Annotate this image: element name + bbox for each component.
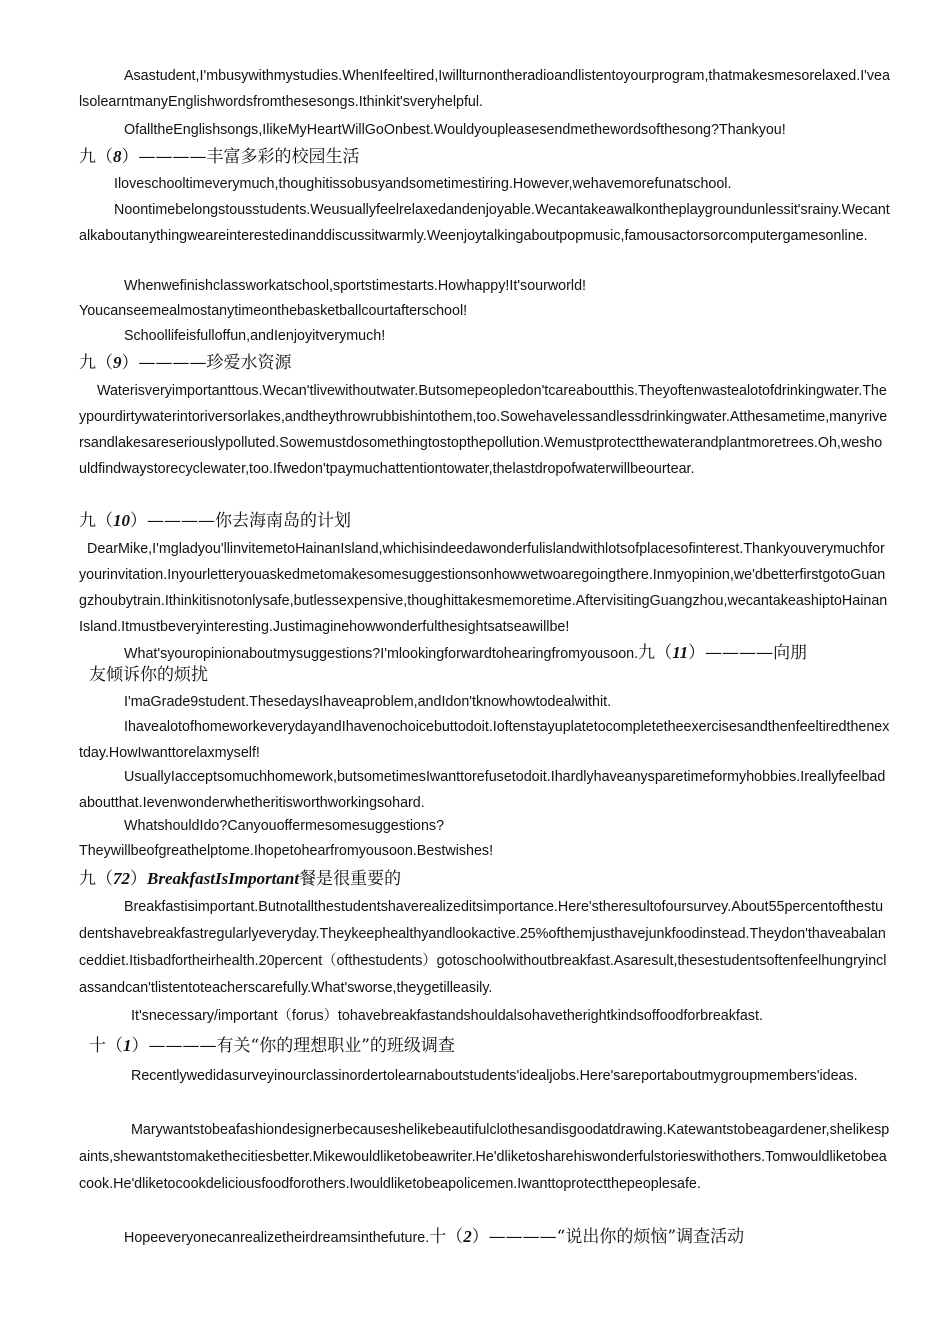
paragraph-dreams-with-heading: Hopeeveryonecanrealizetheirdreamsinthefuture.十（2）————“说出你的烦恼”调查活动	[124, 1227, 745, 1247]
section-heading-9-11: 九（11）————向朋	[638, 643, 808, 663]
paragraph-water: Waterisveryimportanttous.Wecan'tlivewithoutwater.Butsomepeopledon'tcareaboutthis.Theyoftenwastealotofdrinkingwater.Theypourdirtywaterintoriversorlakes,andtheythrowrubbishintothem,too.Sowehavelessandlessdrinkingwater.Atthesametime,manyriversandlakesareseriouslypolluted.Sowemustdosomethingtostopthepollution.Wemustprotectthewaterandplantmoretrees.Oh,weshouldfindwaystorecyclewater,too.Ifwedon'tpaymuchattentiontowater,thelastdropofwaterwillbeourtear.	[79, 383, 888, 477]
paragraph-ideal-jobs-survey: Recentlywedidasurveyinourclassinordertolearnaboutstudents'idealjobs.Here'sareportaboutmygroupmembers'ideas.	[131, 1068, 858, 1084]
paragraph-opinion-with-heading: What'syouropinionaboutmysuggestions?I'mlookingforwardtohearingfromyousoon.九（11）————向朋	[124, 643, 808, 663]
section-heading-10-1: 十（1）————有关“你的理想职业”的班级调查	[89, 1036, 455, 1056]
paragraph-breakfast-necessary: It'snecessary/important（forus）tohavebreakfastandshouldalsohavetherightkindsoffoodforbreakfast.	[131, 1008, 763, 1024]
paragraph-homework: IhavealotofhomeworkeverydayandIhavenochoicebuttodoit.Ioftenstayuplatetocompletetheexercisesandthenfeeltiredthenextday.HowIwanttorelaxmyself!	[79, 719, 890, 761]
section-heading-9-72: 九（72）BreakfastIsImportant餐是很重要的	[79, 869, 402, 889]
paragraph-best-wishes: Theywillbeofgreathelptome.Ihopetohearfromyousoon.Bestwishes!	[79, 843, 494, 859]
section-heading-10-2: 十（2）————“说出你的烦恼”调查活动	[429, 1227, 745, 1247]
section-heading-9-11-cont: 友倾诉你的烦扰	[89, 665, 208, 685]
paragraph-schooltime: Iloveschooltimeverymuch,thoughitissobusyandsometimestiring.However,wehavemorefunatschool.	[114, 176, 732, 192]
paragraph-radio-letter: Asastudent,I'mbusywithmystudies.WhenIfeeltired,Iwillturnontheradioandlistentoyourprogram,thatmakesmesorelaxed.I'vealsolearntmanyEnglishwordsfromthesesongs.Ithinkit'sveryhelpful.	[79, 68, 890, 110]
section-heading-9-8: 九（8）————丰富多彩的校园生活	[79, 147, 360, 167]
paragraph-noontime: Noontimebelongstousstudents.Weusuallyfeelrelaxedandenjoyable.Wecantakeawalkontheplaygroundunlessit'srainy.Wecantalkaboutanythingweareinterestedinanddiscussitwarmly.Weenjoytalkingaboutpopmusic,famousactorsorcomputergamesonline.	[79, 202, 890, 244]
paragraph-what-should-i-do: WhatshouldIdo?Canyouoffermesomesuggestions?	[124, 818, 445, 834]
paragraph-sportstime: Whenwefinishclassworkatschool,sportstimestarts.Howhappy!It'sourworld!	[124, 278, 586, 294]
section-heading-9-10: 九（10）————你去海南岛的计划	[79, 511, 351, 531]
paragraph-group-members: Marywantstobeafashiondesignerbecauseshelikebeautifulclothesandisgoodatdrawing.Katewantstobeagardener,shelikespaints,shewantstomakethecitiesbetter.Mikewouldliketobeawriter.He'dliketosharehiswonderfulstorieswithothers.Tomwouldliketobeacook.He'dliketocookdeliciousfoodforothers.Iwouldliketobeapolicemen.Iwanttoprotectthepeoplesafe.	[79, 1122, 890, 1192]
paragraph-basketball: Youcanseemealmostanytimeonthebasketballcourtafterschool!	[79, 303, 468, 319]
paragraph-hainan-letter: DearMike,I'mgladyou'llinvitemetoHainanIsland,whichisindeedawonderfulislandwithlotsofplacesofinterest.Thankyouverymuchforyourinvitation.Inyourletteryouaskedmetomakesomesuggestionsonhowwetwoaregoingthere.Inmyopinion,we'dbetterfirstgotoGuangzhoubytrain.Ithinkitisnotonlysafe,butlessexpensive,thoughittakesmemoretime.AftervisitingGuangzhou,wecantakeashiptoHainanIsland.Itmustbeveryinteresting.Justimaginehowwonderfulthesightsatseawillbe!	[79, 541, 888, 635]
paragraph-song-request: OfalltheEnglishsongs,IlikeMyHeartWillGoOnbest.Wouldyoupleasesendmethewordsofthesong?Thankyou!	[124, 122, 786, 138]
paragraph-breakfast-survey: Breakfastisimportant.Butnotallthestudentshaverealizeditsimportance.Here'stheresultofoursurvey.About55percentofthestudentshavebreakfastregularlyeveryday.Theykeephealthyandlookactive.25%ofthemjusthavejunkfoodinstead.Theydon'thaveabalanceddiet.Itisbadfortheirhealth.20percent（ofthestudents）gotoschoolwithoutbreakfast.Asaresult,thesestudentsoftenfeelhungryinclassandcan'tlistentoteacherscarefully.What'sworse,theygetilleasily.	[79, 899, 887, 996]
paragraph-schoollife: Schoollifeisfulloffun,andIenjoyitverymuch!	[124, 328, 386, 344]
paragraph-refuse: UsuallyIacceptsomuchhomework,butsometimesIwanttorefusetodoit.Ihardlyhaveanysparetimeformyhobbies.Ireallyfeelbadaboutthat.Ievenwonderwhetheritisworthworkingsohard.	[79, 769, 886, 811]
section-heading-9-9: 九（9）————珍爱水资源	[79, 353, 292, 373]
paragraph-problem: I'maGrade9student.ThesedaysIhaveaproblem,andIdon'tknowhowtodealwithit.	[124, 694, 612, 710]
